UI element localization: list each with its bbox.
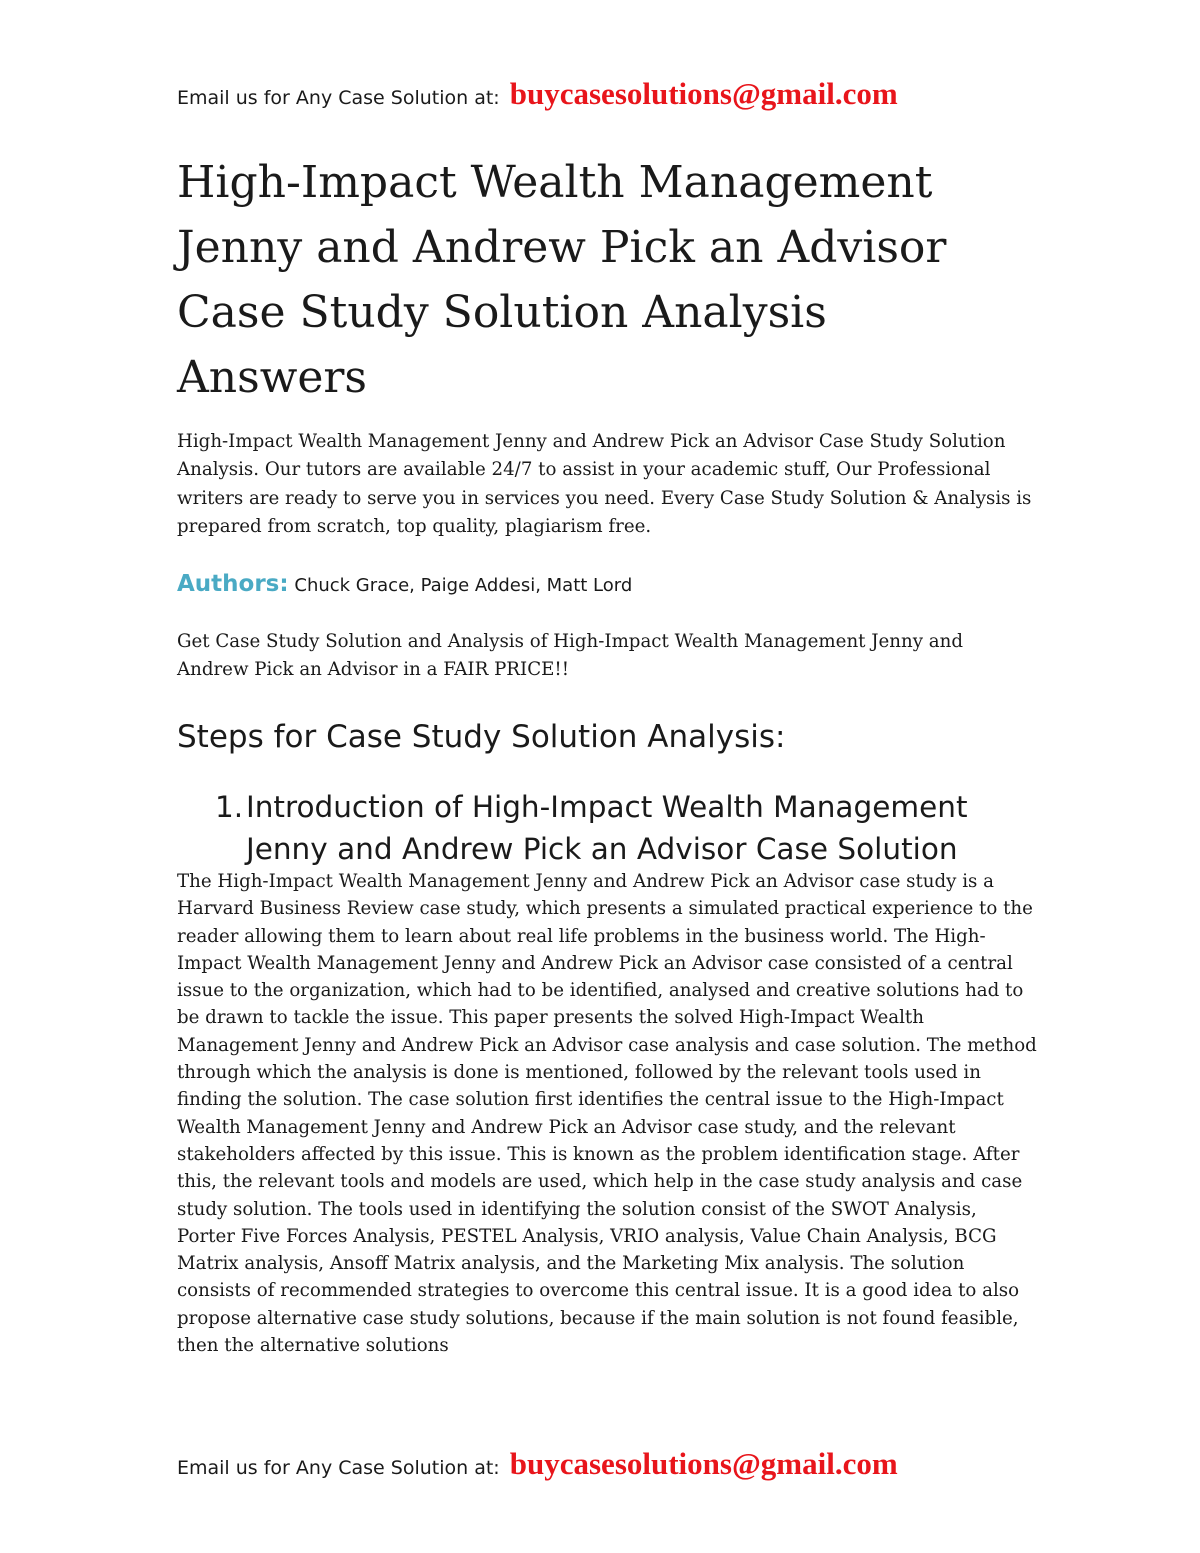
steps-heading: Steps for Case Study Solution Analysis: — [177, 719, 786, 755]
title-line-4: Answers — [177, 352, 368, 403]
title-line-1: High-Impact Wealth Management — [177, 157, 933, 208]
section-1-heading — [177, 786, 1037, 870]
footer-email-prefix: Email us for Any Case Solution at: — [177, 1457, 500, 1479]
price-paragraph: Get Case Study Solution and Analysis of High-Impact Wealth Management Jenny and Andrew Pick an Advisor in a FAIR PRICE!! — [177, 631, 963, 681]
authors-names: Chuck Grace, Paige Addesi, Matt Lord — [294, 575, 633, 596]
authors-label: Authors: — [177, 571, 289, 597]
title-line-2: Jenny and Andrew Pick an Advisor — [177, 222, 947, 273]
section-1-number: 1. — [215, 790, 244, 824]
header-email-link[interactable]: buycasesolutions@gmail.com — [509, 76, 898, 111]
page-title — [177, 150, 1037, 410]
footer-email-link[interactable]: buycasesolutions@gmail.com — [509, 1446, 898, 1481]
header-email-line — [177, 76, 1077, 112]
section-1-title-line-1: Introduction of High-Impact Wealth Management — [246, 790, 968, 824]
header-email-prefix: Email us for Any Case Solution at: — [177, 87, 500, 109]
intro-paragraph: High-Impact Wealth Management Jenny and Andrew Pick an Advisor Case Study Solution Analysis. Our tutors are available 24/7 to assist in your academic stuff, Our Professional writers are ready to serve you in services you need. Every Case Study Solution & Analysis is prepared from scratch, top quality, plagiarism free. — [177, 431, 1032, 538]
authors-line — [177, 566, 1037, 604]
section-1-body: The High-Impact Wealth Management Jenny and Andrew Pick an Advisor case study is a Harvard Business Review case study, which presents a simulated practical experience to the reader allowing them to learn about real life problems in the business world. The High-Impact Wealth Management Jenny and Andrew Pick an Advisor case consisted of a central issue to the organization, which had to be identified, analysed and creative solutions had to be drawn to tackle the issue. This paper presents the solved High-Impact Wealth Management Jenny and Andrew Pick an Advisor case analysis and case solution. The method through which the analysis is done is mentioned, followed by the relevant tools used in finding the solution. The case solution first identifies the central issue to the High-Impact Wealth Management Jenny and Andrew Pick an Advisor case study, and the relevant stakeholders affected by this issue. This is known as the problem identification stage. After this, the relevant tools and models are used, which help in the case study analysis and case study solution. The tools used in identifying the solution consist of the SWOT Analysis, Porter Five Forces Analysis, PESTEL Analysis, VRIO analysis, Value Chain Analysis, BCG Matrix analysis, Ansoff Matrix analysis, and the Marketing Mix analysis. The solution consists of recommended strategies to overcome this central issue. It is a good idea to also propose alternative case study solutions, because if the main solution is not found feasible, then the alternative solutions — [177, 871, 1037, 1357]
section-1-title-line-2: Jenny and Andrew Pick an Advisor Case Solution — [246, 832, 958, 866]
footer-email-line — [177, 1446, 1077, 1482]
title-line-3: Case Study Solution Analysis — [177, 287, 827, 338]
